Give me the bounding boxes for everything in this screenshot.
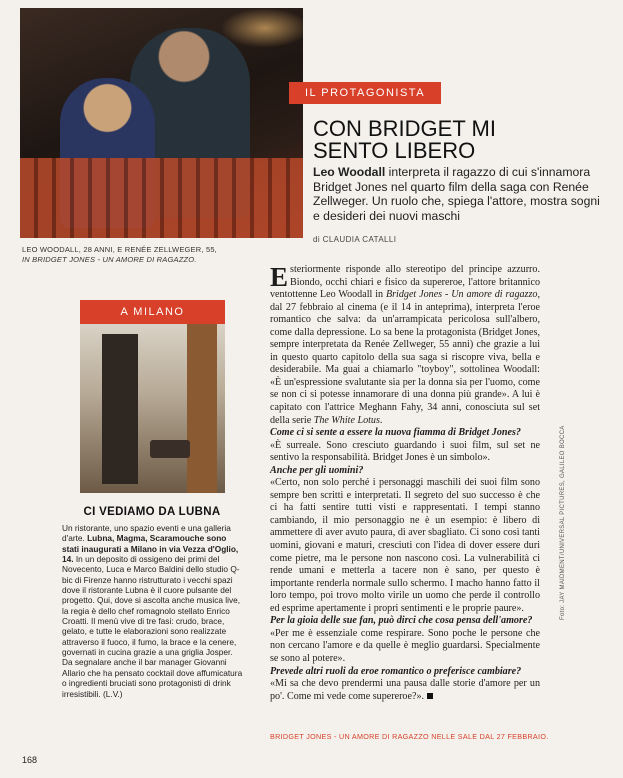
- question-1: Come ci si sente a essere la nuova fiamma di Bridget Jones?: [270, 427, 521, 439]
- end-mark-icon: [427, 693, 433, 699]
- intro-text-a: steriormente risponde allo stereotipo del principe azzurro. Biondo, occhi chiari e fisico da supereroe, l'attore britannico ventottenne Leo Woodall in: [270, 264, 540, 301]
- dropcap: E: [270, 262, 289, 292]
- article-title: [313, 118, 593, 162]
- photo-caption: [22, 245, 292, 265]
- release-credit: BRIDGET JONES - UN AMORE DI RAGAZZO NELLE SALE DAL 27 FEBBRAIO.: [270, 732, 549, 741]
- interior-column: [187, 324, 217, 493]
- title-line-2: SENTO LIBERO: [313, 138, 476, 163]
- answer-4: [270, 678, 540, 703]
- bench: [20, 158, 303, 238]
- sidebar-body: [62, 523, 244, 699]
- photo-credit: Foto: JAY MAIDMENT/UNIVERSAL PICTURES, GALILEO BOCCA: [560, 425, 566, 620]
- caption-line-2: IN BRIDGET JONES - UN AMORE DI RAGAZZO.: [22, 255, 197, 264]
- sidebar-text-2: In un deposito di ossigeno dei primi del Novecento, Luca e Marco Baldini dello studio Q-bic di Firenze hanno ristrutturato i vecchi spazi dove il ristorante Lubna è il cuore pulsante del progetto. Qui, dove si ascolta anche musica live, la regia è dello chef romagnolo stellato Enrico Croatti. Il menù vive di tre fasi: crudo, brace, gelato, e tutte le elaborazioni sono realizzate attraverso il fuoco, il fumo, la brace e la cenere, governati in cucina grazie a una griglia Josper. Da segnalare anche il bar manager Giovanni Allario che ha pensato cocktail dove affumicatura o ingredienti bruciati sono protagonisti di drink irresistibili. (L.V.): [62, 554, 243, 699]
- question-4: Prevede altri ruoli da eroe romantico o preferisce cambiare?: [270, 665, 522, 677]
- section-label: IL PROTAGONISTA: [289, 82, 441, 104]
- intro-text-c: .: [379, 414, 383, 426]
- film-title: Bridget Jones - Un amore di ragazzo: [385, 289, 538, 301]
- lead-paragraph: [313, 165, 603, 223]
- article-body: [270, 264, 540, 703]
- sidebar-text-1: Un ristorante, uno spazio eventi e una galleria d'arte.: [62, 523, 231, 544]
- article-intro: [270, 264, 540, 427]
- answer-1: «È surreale. Sono cresciuto guardando i suoi film, sul set ne sentivo la responsabilità. Bridget Jones è un simbolo».: [270, 439, 540, 464]
- interior-wall: [102, 334, 138, 484]
- series-title: The White Lotus: [313, 414, 380, 426]
- hero-photo: [20, 8, 303, 238]
- caption-line-1: LEO WOODALL, 28 ANNI, E RENÉE ZELLWEGER, 55,: [22, 245, 217, 254]
- lead-text: interpreta il ragazzo di cui s'innamora Bridget Jones nel quarto film della saga con Renée Zellweger. Un ruolo che, spiega l'attore, mostra sogni e desideri dei nuovi maschi: [313, 165, 600, 223]
- question-2: Anche per gli uomini?: [270, 464, 364, 476]
- answer-3: «Per me è essenziale come respirare. Sono poche le persone che non cercano l'amore e da quelle è meglio guardarsi. Specialmente se sono al potere».: [270, 627, 540, 664]
- sidebar-photo: [80, 300, 225, 493]
- question-3: Per la gioia delle sue fan, può dirci che cosa pensa dell'amore?: [270, 615, 533, 627]
- sidebar-title: CI VEDIAMO DA LUBNA: [83, 506, 221, 518]
- byline: di CLAUDIA CATALLI: [313, 235, 397, 244]
- lead-name: Leo Woodall: [313, 165, 386, 179]
- interior-table: [150, 440, 190, 458]
- answer-4-text: «Mi sa che devo prendermi una pausa dalle storie d'amore per un po'. Come mi vede come supereroe?».: [270, 678, 540, 702]
- answer-2: «Certo, non solo perché i personaggi maschili dei suoi film sono sempre ben scritti e interpretati. Il segreto del suo successo è che ci ha fatti sentire tutti visti e rappresentati. I tempi stanno cambiando, il mio personaggio ne è un esempio: è libero di ammettere di aver avuto paura, di aver sbagliato. Ci sono così tanti uomini, giovani e maturi, cresciuti con l'idea di dover essere duri come pietre, ma le persone non nascono così. La vulnerabilità ci rende umani e metterla a tacere non è sano, per questo è importante renderla normale sullo schermo. I macho hanno fatto il loro tempo, poi trovo molto virile un uomo che perde il controllo ed esprime apertamente i propri sentimenti e le proprie paure».: [270, 477, 540, 614]
- intro-text-b: , dal 27 febbraio al cinema (e il 14 in anteprima), interpreta l'eroe romantico che salva: da un'arrampicata pericolosa sull'albero, come dalla depressione. Lo sa bene la protagonista (Bridget Jones, sempre interpretata da Renée Zellweger, 55 anni) che grazie a lui in questo quarto capitolo della sua saga si riscopre viva, bella e desiderabile. Ma guai a chiamarlo "toyboy", sottolinea Woodall: «È un'espressione svalutante sia per la donna sia per l'uomo, come se non ci si potesse innamorare di una donna più grande». A lui è capitato con l'attrice Meghann Fahy, 34 anni, conosciuta sul set della serie: [270, 289, 540, 426]
- title-line-1: CON BRIDGET MI: [313, 116, 496, 141]
- sidebar-text-bold: Lubna, Magma, Scaramouche sono stati inaugurati a Milano in via Vezza d'Oglio, 14.: [62, 533, 239, 565]
- sidebar-label: A MILANO: [80, 300, 225, 324]
- page-number: 168: [22, 755, 38, 765]
